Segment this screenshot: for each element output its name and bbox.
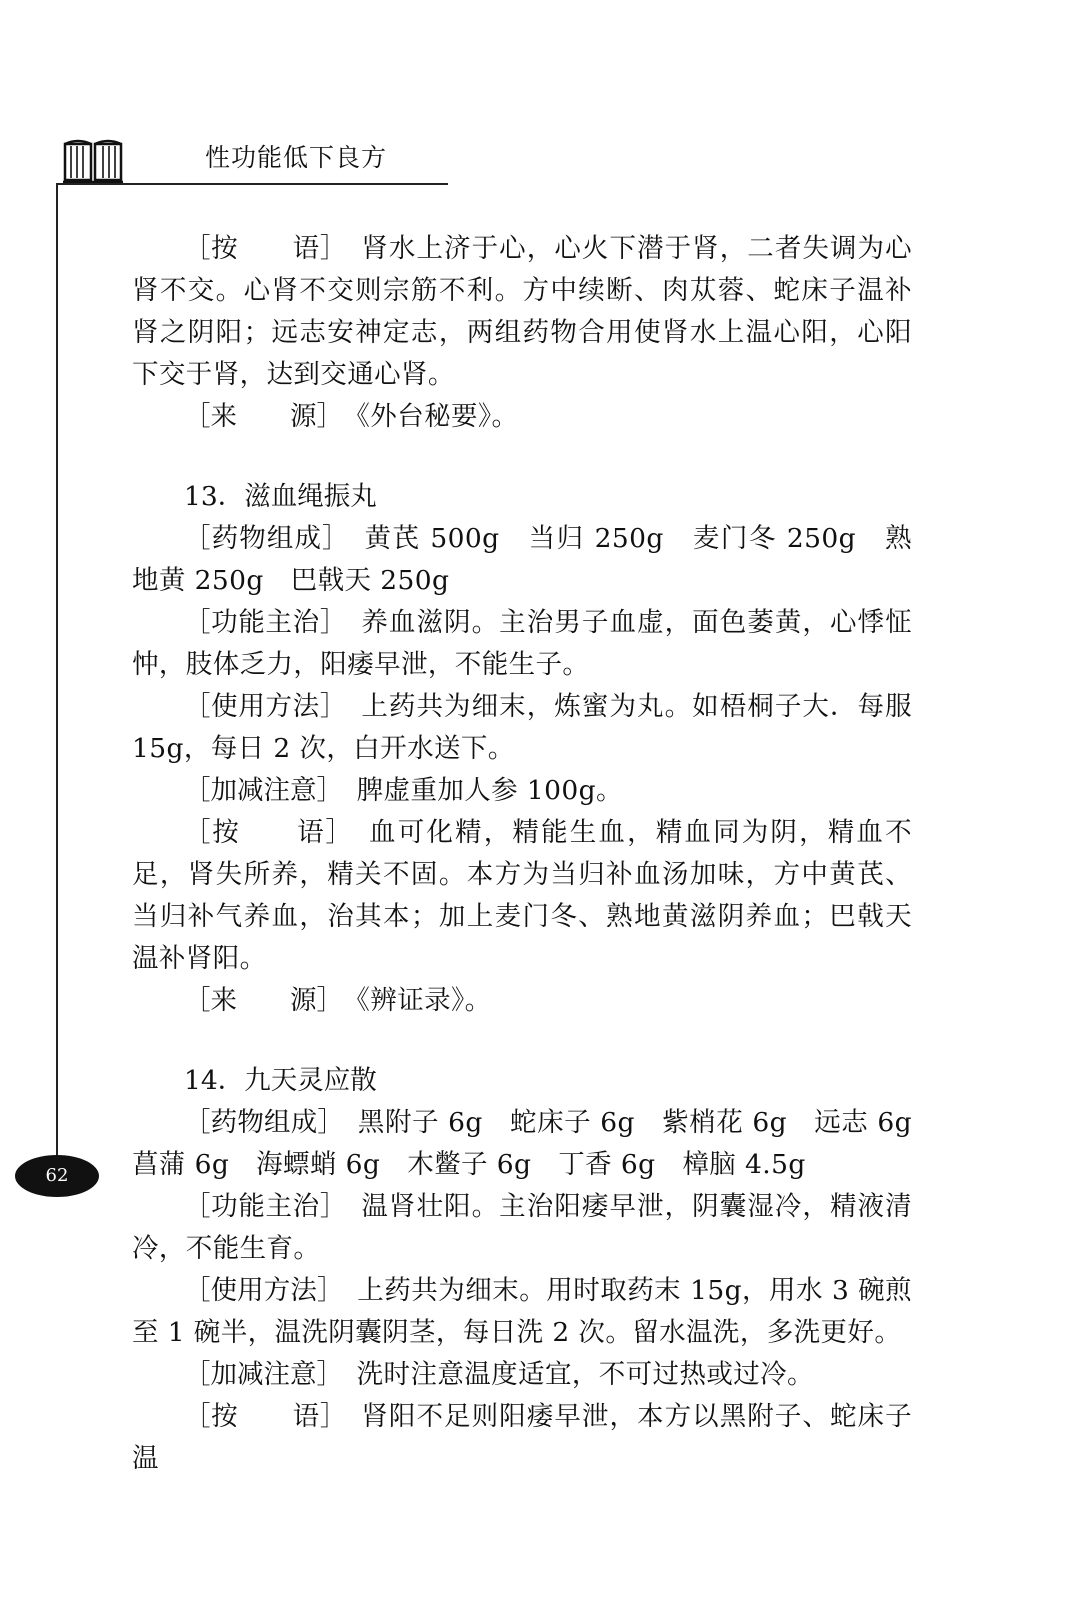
modify-label: ［加减注意］: [184, 1359, 330, 1390]
note-label: ［按 语］: [184, 233, 334, 264]
note-paragraph: [132, 228, 912, 396]
margin-rule: [56, 183, 58, 1173]
source-paragraph: [132, 980, 912, 1022]
usage-label: ［使用方法］: [184, 691, 334, 722]
function-text: 温肾壮阳。主治阳痿早泄，阴囊湿冷，精液清冷，不能生育。: [132, 1191, 913, 1264]
source-text: 《外台秘要》。: [356, 401, 519, 432]
source-label: ［来 源］: [184, 985, 330, 1016]
modify-text: 脾虚重加人参 100g。: [356, 775, 623, 806]
page-number-badge: 62: [15, 1155, 99, 1197]
note-paragraph: [132, 812, 912, 980]
usage-text: 上药共为细末，炼蜜为丸。如梧桐子大．每服 15g，每日 2 次，白开水送下。: [132, 691, 913, 764]
function-label: ［功能主治］: [184, 1191, 334, 1222]
function-paragraph: [132, 602, 912, 686]
usage-paragraph: [132, 686, 912, 770]
usage-text: 上药共为细末。用时取药末 15g，用水 3 碗煎至 1 碗半，温洗阴囊阴茎，每日洗 2 次。留水温洗，多洗更好。: [132, 1275, 913, 1348]
note-text: 肾水上济于心，心火下潜于肾，二者失调为心肾不交。心肾不交则宗筋不利。方中续断、肉苁蓉、蛇床子温补肾之阴阳；远志安神定志，两组药物合用使肾水上温心阳，心阳下交于肾，达到交通心肾。: [132, 233, 913, 390]
modify-paragraph: [132, 770, 912, 812]
composition-text: 黑附子 6g 蛇床子 6g 紫梢花 6g 远志 6g 菖蒲 6g 海螵蛸 6g 木鳖子 6g 丁香 6g 樟脑 4.5g: [132, 1107, 939, 1180]
composition-text: 黄芪 500g 当归 250g 麦门冬 250g 熟地黄 250g 巴戟天 250g: [132, 523, 913, 596]
usage-label: ［使用方法］: [184, 1275, 331, 1306]
open-book-icon: [62, 136, 124, 184]
note-text: 血可化精，精能生血，精血同为阴，精血不足，肾失所养，精关不固。本方为当归补血汤加味，方中黄芪、当归补气养血，治其本；加上麦门冬、熟地黄滋阴养血；巴戟天温补肾阳。: [132, 817, 912, 974]
note-label: ［按 语］: [184, 1401, 334, 1432]
modify-text: 洗时注意温度适宜，不可过热或过冷。: [356, 1359, 814, 1390]
function-label: ［功能主治］: [184, 607, 334, 638]
note-paragraph: [132, 1396, 912, 1480]
modify-paragraph: [132, 1354, 912, 1396]
composition-label: ［药物组成］: [184, 523, 337, 554]
prescription-title: 14．九天灵应散: [184, 1065, 377, 1096]
usage-paragraph: [132, 1270, 912, 1354]
source-paragraph: [132, 396, 912, 438]
note-text: 肾阳不足则阳痿早泄，本方以黑附子、蛇床子温: [132, 1401, 913, 1474]
composition-paragraph: [132, 518, 912, 602]
note-label: ［按 语］: [184, 817, 341, 848]
function-paragraph: [132, 1186, 912, 1270]
running-header-title: 性功能低下良方: [205, 143, 388, 172]
composition-paragraph: [132, 1102, 939, 1186]
header-rule: [56, 183, 448, 185]
source-text: 《辨证录》。: [356, 985, 492, 1016]
prescription-title: 13．滋血绳振丸: [184, 481, 377, 512]
modify-label: ［加减注意］: [184, 775, 330, 806]
page-body: [132, 228, 939, 1480]
source-label: ［来 源］: [184, 401, 330, 432]
function-text: 养血滋阴。主治男子血虚，面色萎黄，心悸怔忡，肢体乏力，阳痿早泄，不能生子。: [132, 607, 913, 680]
composition-label: ［药物组成］: [184, 1107, 331, 1138]
